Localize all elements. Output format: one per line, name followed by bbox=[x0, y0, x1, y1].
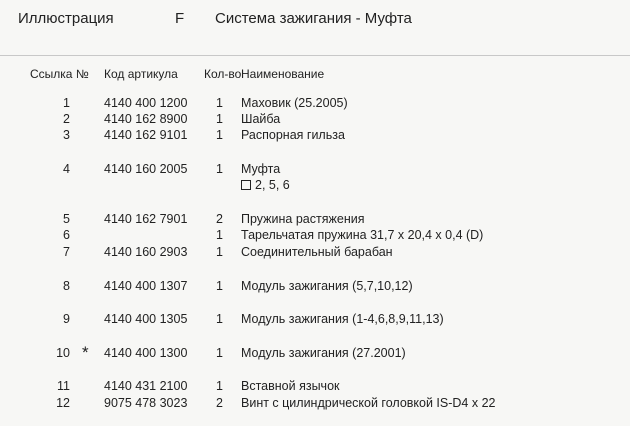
row-qty: 1 bbox=[216, 379, 223, 393]
row-name: Винт с цилиндрической головкой IS-D4 x 22 bbox=[241, 396, 496, 410]
row-qty: 1 bbox=[216, 312, 223, 326]
row-code: 4140 400 1307 bbox=[104, 279, 188, 293]
row-name: Муфта bbox=[241, 162, 281, 176]
row-name: Тарельчатая пружина 31,7 x 20,4 x 0,4 (D) bbox=[241, 228, 484, 242]
row-code: 4140 400 1200 bbox=[104, 96, 188, 110]
row-ref: 11 bbox=[57, 379, 70, 393]
row-qty: 1 bbox=[216, 279, 223, 293]
row-name: Вставной язычок bbox=[241, 379, 340, 393]
row-code: 9075 478 3023 bbox=[104, 396, 188, 410]
row-code: 4140 162 7901 bbox=[104, 212, 188, 226]
row-sub-reference bbox=[241, 178, 290, 192]
col-name: Наименование bbox=[241, 67, 325, 81]
row-name: Распорная гильза bbox=[241, 128, 345, 142]
row-qty: 1 bbox=[216, 128, 223, 142]
row-ref: 9 bbox=[63, 312, 70, 326]
row-qty: 1 bbox=[216, 96, 223, 110]
row-ref: 3 bbox=[63, 128, 70, 142]
row-ref: 7 bbox=[63, 245, 70, 259]
row-sub-text: 2, 5, 6 bbox=[255, 178, 290, 192]
row-qty: 1 bbox=[216, 162, 223, 176]
row-qty: 1 bbox=[216, 245, 223, 259]
page-header bbox=[0, 10, 630, 32]
row-qty: 2 bbox=[216, 212, 223, 226]
row-ref: 10 bbox=[56, 346, 70, 360]
row-code: 4140 160 2005 bbox=[104, 162, 188, 176]
row-qty: 1 bbox=[216, 112, 223, 126]
row-name: Шайба bbox=[241, 112, 281, 126]
row-name: Пружина растяжения bbox=[241, 212, 365, 226]
row-qty: 2 bbox=[216, 396, 223, 410]
row-code: 4140 160 2903 bbox=[104, 245, 188, 259]
row-ref: 12 bbox=[56, 396, 70, 410]
row-name: Соединительный барабан bbox=[241, 245, 393, 259]
row-qty: 1 bbox=[216, 228, 223, 242]
section-label: Иллюстрация bbox=[18, 10, 114, 27]
row-ref: 1 bbox=[63, 96, 70, 110]
row-code: 4140 400 1300 bbox=[104, 346, 188, 360]
row-code: 4140 162 9101 bbox=[104, 128, 188, 142]
row-ref: 8 bbox=[63, 279, 70, 293]
col-code: Код артикула bbox=[104, 67, 178, 81]
row-ref: 4 bbox=[63, 162, 70, 176]
col-qty: Кол-во bbox=[204, 67, 241, 81]
row-ref: 5 bbox=[63, 212, 70, 226]
row-code: 4140 162 8900 bbox=[104, 112, 188, 126]
row-code: 4140 400 1305 bbox=[104, 312, 188, 326]
header-divider bbox=[0, 55, 630, 56]
revision-star-icon: * bbox=[82, 343, 89, 362]
row-name: Модуль зажигания (5,7,10,12) bbox=[241, 279, 413, 293]
row-name: Модуль зажигания (27.2001) bbox=[241, 346, 406, 360]
section-title: Система зажигания - Муфта bbox=[215, 10, 412, 27]
row-ref: 6 bbox=[63, 228, 70, 242]
checkbox-square-icon bbox=[241, 180, 251, 190]
row-name: Маховик (25.2005) bbox=[241, 96, 348, 110]
row-code: 4140 431 2100 bbox=[104, 379, 188, 393]
row-qty: 1 bbox=[216, 346, 223, 360]
table-header bbox=[0, 67, 630, 83]
row-name: Модуль зажигания (1-4,6,8,9,11,13) bbox=[241, 312, 444, 326]
section-letter: F bbox=[175, 10, 185, 27]
row-ref: 2 bbox=[63, 112, 70, 126]
col-ref: Ссылка № bbox=[30, 67, 89, 81]
